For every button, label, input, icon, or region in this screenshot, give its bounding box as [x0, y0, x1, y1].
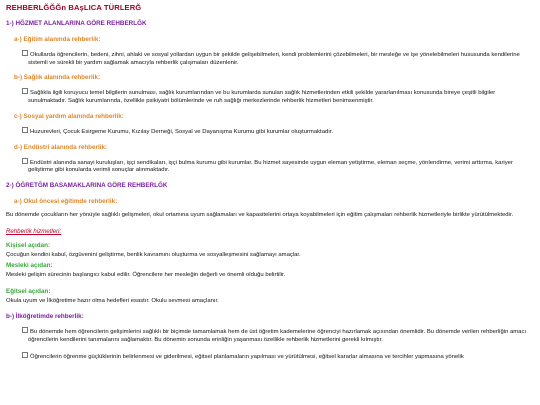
services-link[interactable]: Rehberlik hizmetleri:: [6, 227, 62, 235]
bullet-box-icon: [22, 88, 28, 94]
section-1d-bullet: [16, 158, 534, 175]
section-1d-heading: d-) Endüstri alanında rehberlik:: [14, 143, 108, 151]
section-2a-text: Bu dönemde çocukların her yönüyle sağlıklı gelişmeleri, okul ortamına uyum sağlamaları ve kapasitelerini ortaya koyabilmeleri için eğitim çalışmaları rehberlik hizmetleriyle birlikte yürütülmektedir.: [6, 211, 514, 218]
bullet-box-icon: [22, 158, 28, 164]
section-2a-heading: a-) Okul öncesi eğitimde rehberlik:: [14, 197, 118, 205]
section-1b-bullet: [16, 88, 534, 105]
section-1c-heading: c-) Sosyal yardım alanında rehberlik:: [14, 112, 124, 120]
section-1b-heading: b-) Sağlık alanında rehberlik:: [14, 74, 101, 82]
section-2b-text-2: Öğrencilerin öğrenme güçlüklerinin belirlenmesi ve giderilmesi, eğitsel planlamaların yapılması ve yürütülmesi, eğitsel kararlar almasına ve tercihler yapmasına yönelik: [30, 353, 464, 360]
bullet-box-icon: [22, 352, 28, 358]
educational-heading: Eğitsel açıdan:: [6, 287, 51, 295]
vocational-heading: Mesleki açıdan:: [6, 262, 53, 270]
section-1b-text: Sağlıkla ilgili koruyucu temel bilgilerin sunulması, sağlık kurumlarından ve bu kurumlarda sunulan sağlık hizmetlerinden etkili şekilde yararlanılması konusunda bireye çeşitli bilgiler sunulmaktadır. Sağlık kurumlarında, özellikle psikiyatri bölümlerinde ve ruh sağlığı merkezlerinde rehberlik hizmetleri benimsenmiştir.: [28, 90, 496, 105]
section-1c-text: Huzurevleri, Çocuk Esirgeme Kurumu, Kızılay Derneği, Sosyal ve Dayanışma Kurumu gibi kurumlar oluşturmaktadır.: [30, 128, 334, 135]
personal-heading: Kişisel açıdan:: [6, 241, 51, 249]
section-1a-text: Okullarda öğrencilerin, bedeni, zihni, ahlaki ve sosyal yollardan uygun bir şekilde gelişebilmeleri, kendi problemlerini çözebilmeleri, bir mesleğe ve işe yönelebilmeleri hususunda kendilerine sistemli ve sürekli bir yardım sağlamak amacıyla rehberlik çalışmaları düzenlenir.: [28, 52, 520, 66]
section-2b-text-1: Bu dönemde hem öğrencilerin gelişimlerini sağlıklı bir biçimde tamamlamak hem de üst öğretim kademelerine öğrenciyi hazırlamak açısından önemlidir. Bu dönemde verilen rehberliğin amacı öğrencilerin kendilerini tanımalarını sağlamaktır. Bu dönemin sonunda erinliğin yaşanması özellikle rehberlik hizmetlerini gerekli kılmıştır.: [28, 329, 527, 344]
section-1a-heading: a-) Eğitim alanında rehberlik:: [14, 36, 101, 43]
vocational-text: Mesleki gelişim sürecinin başlangıcı kabul edilir. Öğrencilere her mesleğin değerli ve önemli olduğu belirtilir.: [6, 272, 286, 279]
section-1d-text: Endüstri alanında sanayi kuruluşları, işçi sendikaları, işçi bulma kurumu gibi kurumlar. Bu hizmet sayesinde uygun eleman yetiştirme, eleman seçme, yönlendirme, verimi arttırma, kariyer geliştirme gibi konularda verimli sonuçlar alınmaktadır.: [28, 159, 513, 174]
educational-text: Okula uyum ve İlköğretime hazır olma hedefleri esastır. Okulu sevmesi amaçlanır.: [6, 297, 219, 304]
personal-text: Çocuğun kendini kabul, özgüvenini geliştirme, benlik kavramını oluşturma ve sosyalleşmesini sağlamayı amaçlar.: [6, 251, 301, 258]
section-2b-bullet-1: [16, 327, 534, 344]
section-1c-bullet: [16, 127, 534, 137]
section-1-heading: 1-) HĞZMET ALANLARINA GÖRE REHBERLĞK: [6, 20, 147, 27]
section-2-heading: 2-) ÖĞRETĞM BASAMAKLARINA GÖRE REHBERLĞK: [6, 181, 168, 189]
bullet-box-icon: [22, 127, 28, 133]
page-title: REHBERLĞĞĞn BAşLICA TÜRLERĞ: [6, 3, 142, 12]
section-2b-heading: b-) İlköğretimde rehberlik:: [6, 313, 84, 321]
section-2b-bullet-2: [16, 352, 534, 362]
section-1a-bullet: [16, 50, 534, 67]
bullet-box-icon: [22, 50, 28, 56]
bullet-box-icon: [22, 327, 28, 333]
